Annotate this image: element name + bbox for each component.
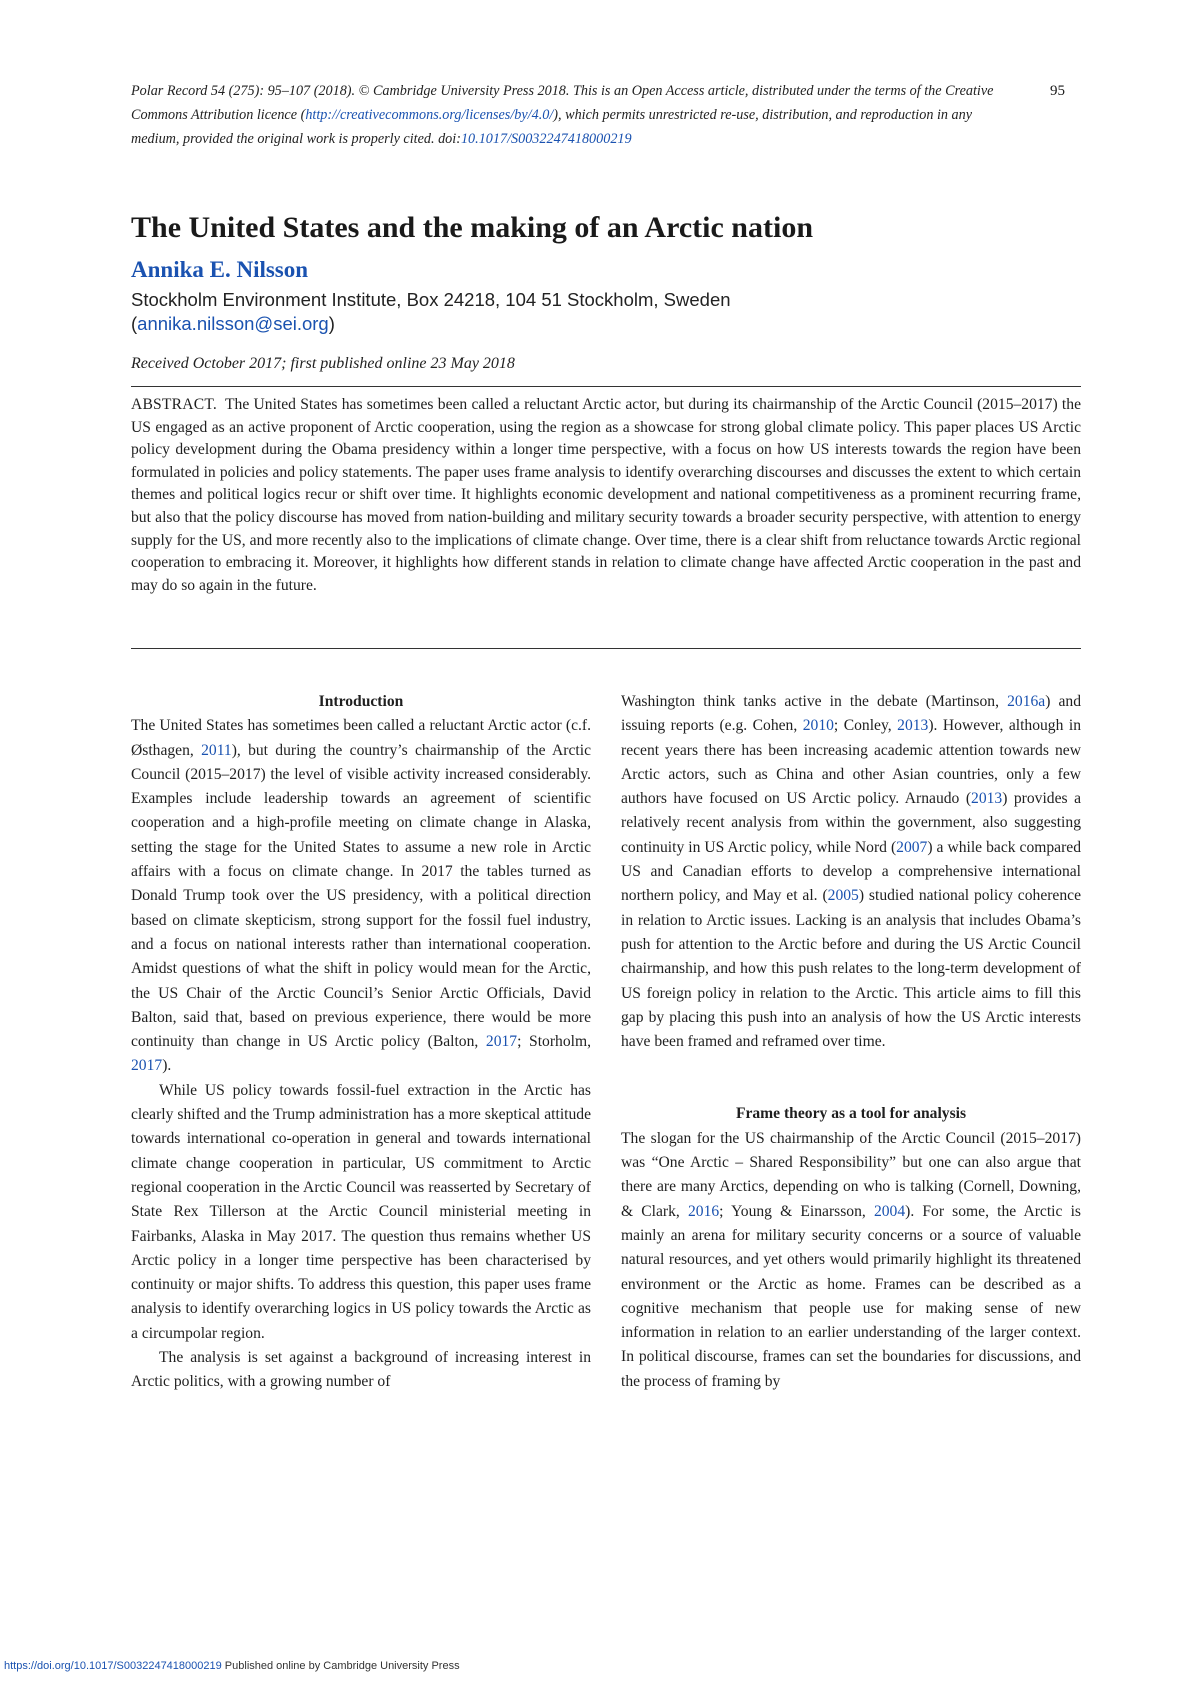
affiliation-address: Stockholm Environment Institute, Box 24218, 104 51 Stockholm, Sweden [131,289,731,310]
intro-paragraph-2: While US policy towards fossil-fuel extraction in the Arctic has clearly shifted and the Trump administration has a more skeptical attitude towards international co-operation in general and towards international climate change cooperation in particular, US commitment to Arctic regional cooperation in the Arctic Council was reasserted by Secretary of State Rex Tillerson at the Arctic Council ministerial meeting in Fairbanks, Alaska in May 2017. The question thus remains whether US Arctic policy in a longer time perspective has been characterised by continuity or major shifts. To address this question, this paper uses frame analysis to identify overarching logics in US policy towards the Arctic as a circumpolar region. [131,1081,591,1342]
page-footer [4,1658,460,1674]
citation-link[interactable]: 2017 [131,1057,163,1075]
author-affiliation [131,288,1091,336]
section-heading-frame-theory: Frame theory as a tool for analysis [735,1105,967,1123]
abstract-label: ABSTRACT. [131,396,217,413]
text-run: ; Storholm, [517,1033,591,1051]
citation-header [131,79,1011,151]
citation-link[interactable]: 2005 [827,887,859,905]
article-title: The United States and the making of an Arctic nation [131,211,814,244]
footer-publisher-text: Published online by Cambridge University Press [221,1660,460,1672]
abstract-top-rule [131,386,1081,387]
citation-link[interactable]: 2013 [971,790,1003,808]
intro-paragraph-1 [131,714,591,1078]
frame-theory-paragraph-1 [621,1127,1081,1394]
text-run: ; Young & Einarsson, [719,1202,874,1220]
author-email-link[interactable]: annika.nilsson@sei.org [137,313,329,334]
citation-link[interactable]: 2010 [802,717,834,735]
citation-text-continued: ), which permits unrestricted re-use, distribution, and reproduction in any medium, provided the original work is properly cited. doi: [131,107,973,147]
footer-doi-link[interactable]: https://doi.org/10.1017/S0032247418000219 [4,1660,222,1672]
text-run: ) provides a relatively recent analysis from within the government, also suggesting continuity in US Arctic policy, while Nord ( [621,790,1081,856]
author-name[interactable]: Annika E. Nilsson [131,257,309,282]
citation-link[interactable]: 2004 [873,1202,906,1220]
intro-paragraph-3: The analysis is set against a background of increasing interest in Arctic politics, with a growing number of [131,1349,591,1391]
text-run: ) studied national policy coherence in relation to Arctic issues. Lacking is an analysis that includes Obama’s push for attention to the Arctic before and during the US Arctic Council chairmanship, and how this push relates to the long-term development of US foreign policy in relation to the Arctic. This article aims to fill this gap by placing this push into an analysis of how the US Arctic interests have been framed and reframed over time. [621,887,1081,1051]
affiliation-email-line [131,312,1091,336]
text-run: ). For some, the Arctic is mainly an arena for military security concerns or a source of valuable natural resources, and yet others would primarily highlight its threatened environment or the Arctic as home. Frames can be described as a cognitive mechanism that people use for making sense of new information in relation to an earlier understanding of the larger context. In political discourse, frames can set the boundaries for discussions, and the process of framing by [621,1202,1081,1390]
license-link[interactable]: http://creativecommons.org/licenses/by/4.0/ [305,107,554,123]
text-run: ). However, although in recent years there has been increasing academic attention towards new Arctic actors, such as China and other Asian countries, only a few authors have focused on US Arctic policy. Arnaudo ( [621,717,1081,808]
citation-link[interactable]: 2011 [201,741,232,759]
paren-open: ( [131,313,138,334]
section-heading-introduction: Introduction [318,693,404,710]
citation-link[interactable]: 2007 [896,838,928,856]
text-run: The United States has sometimes been called a reluctant Arctic actor (c.f. Østhagen, [131,717,591,759]
text-run: ; Conley, [833,717,898,735]
text-run: ) a while back compared US and Canadian efforts to develop a comprehensive international northern policy, and May et al. ( [621,838,1082,905]
left-column [131,690,591,1395]
page-number: 95 [1050,83,1065,99]
citation-link[interactable]: 2016a [1007,693,1046,710]
citation-link[interactable]: 2013 [897,717,929,735]
text-run: ). [162,1057,172,1075]
paren-close: ) [328,313,335,334]
citation-link[interactable]: 2016 [687,1202,720,1220]
intro-paragraph-continued [621,690,1081,1054]
text-run: ) and issuing reports (e.g. Cohen, [621,693,1082,735]
doi-link[interactable]: 10.1017/S0032247418000219 [460,131,632,147]
citation-text: Polar Record 54 (275): 95–107 (2018). © Cambridge University Press 2018. This is an Open Access article, distributed under the terms of the Creative Commons Attribution licence ( [131,83,994,123]
citation-link[interactable]: 2017 [485,1033,518,1051]
text-run: The slogan for the US chairmanship of the Arctic Council (2015–2017) was “One Arctic – Shared Responsibility” but one can also argue that there are many Arctics, depending on who is talking (Cornell, Downing, & Clark, [621,1129,1081,1220]
abstract [131,394,1081,597]
right-column [621,690,1081,1394]
text-run: ), but during the country’s chairmanship of the Arctic Council (2015–2017) the level of visible activity increased considerably. Examples include leadership towards an agreement of scientific cooperation and a high-profile meeting on climate change in Alaska, setting the stage for the United States to assume a new role in Arctic affairs with a focus on climate change. In 2017 the tables turned as Donald Trump took over the US presidency, with a political direction based on climate skepticism, strong support for the fossil fuel industry, and a focus on national interests rather than international cooperation. Amidst questions of what the shift in policy would mean for the Arctic, the US Chair of the Arctic Council’s Senior Arctic Officials, David Balton, said that, based on previous experience, there would be more continuity than change in US Arctic policy (Balton, [131,741,591,1051]
abstract-text: The United States has sometimes been called a reluctant Arctic actor, but during its chairmanship of the Arctic Council (2015–2017) the US engaged as an active proponent of Arctic cooperation, using the region as a showcase for strong global climate policy. This paper places US Arctic policy development during the Obama presidency within a longer time perspective, with a focus on how US interests towards the region have been formulated in policies and policy statements. The paper uses frame analysis to identify overarching discourses and discusses the extent to which certain themes and political logics recur or shift over time. It highlights economic development and national competitiveness as a prominent recurring frame, but also that the policy discourse has moved from nation-building and military security towards a broader security perspective, with attention to energy supply for the US, and more recently also to the implications of climate change. Over time, there is a clear shift from reluctance towards Arctic regional cooperation to embracing it. Moreover, it highlights how different stands in relation to climate change have affected Arctic cooperation in the past and may do so again in the future. [131,396,1081,594]
text-run: Washington think tanks active in the debate (Martinson, [621,693,1008,710]
received-date: Received October 2017; first published online 23 May 2018 [131,355,515,372]
abstract-bottom-rule [131,648,1081,649]
